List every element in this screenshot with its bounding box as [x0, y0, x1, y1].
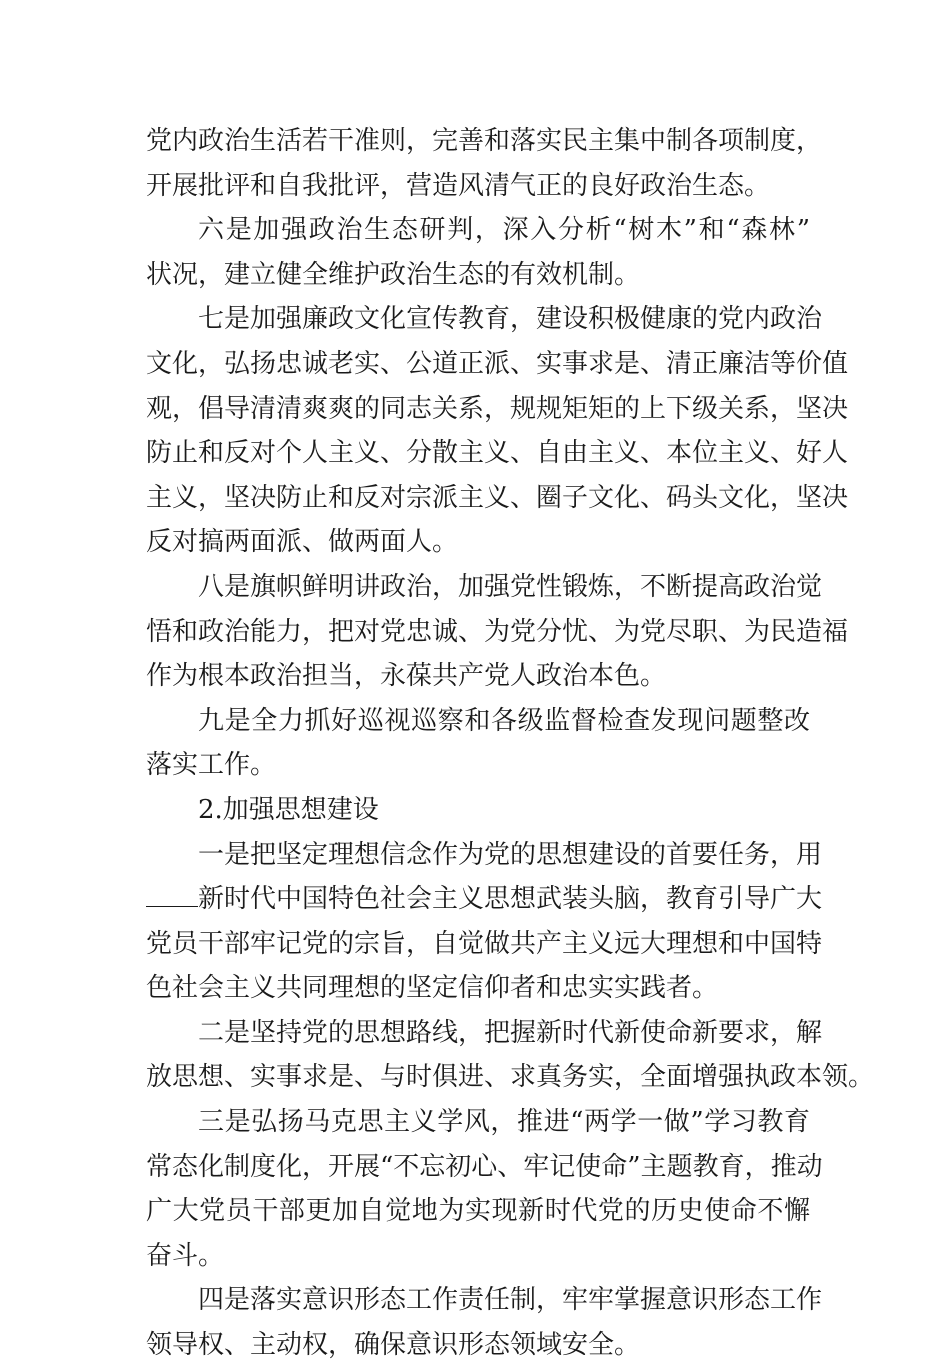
text-line-content: 四是落实意识形态工作责任制，牢牢掌握意识形态工作: [198, 1285, 823, 1316]
text-line: [146, 1278, 823, 1323]
text-line: [146, 1234, 810, 1279]
text-line-content: 落实工作。: [146, 750, 277, 781]
text-line: [146, 520, 810, 565]
text-line: [146, 966, 810, 1011]
text-line: [146, 431, 849, 476]
text-line-content: 六是加强政治生态研判，深入分析“树木”和“森林”: [198, 215, 810, 246]
text-line-content: 防止和反对个人主义、分散主义、自由主义、本位主义、好人: [146, 438, 849, 469]
text-line-content: 党内政治生活若干准则，完善和落实民主集中制各项制度，: [146, 126, 823, 156]
text-line-content: 文化，弘扬忠诚老实、公道正派、实事求是、清正廉洁等价值: [146, 348, 849, 379]
text-line-content: 反对搞两面派、做两面人。: [146, 527, 459, 558]
text-line: [146, 654, 810, 699]
text-line: [146, 476, 849, 521]
text-line: [146, 1189, 810, 1234]
text-line-content: 状况，建立健全维护政治生态的有效机制。: [146, 259, 641, 290]
text-line-content: 2.加强思想建设: [198, 794, 379, 825]
text-line-content: 二是坚持党的思想路线，把握新时代新使命新要求，解: [198, 1017, 823, 1048]
text-line: [146, 1145, 823, 1190]
text-line: [146, 565, 823, 610]
blank-underline: [146, 880, 198, 907]
text-line-content: 九是全力抓好巡视巡察和各级监督检查发现问题整改: [198, 705, 810, 736]
text-line-content: 开展批评和自我批评，营造风清气正的良好政治生态。: [146, 170, 771, 201]
text-line: [146, 253, 810, 298]
text-line: [146, 922, 823, 967]
text-line: [146, 1100, 810, 1145]
text-line: [146, 1055, 875, 1100]
text-line-content: 主义，坚决防止和反对宗派主义、圈子文化、码头文化，坚决: [146, 482, 849, 513]
text-line-content: 党员干部牢记党的宗旨，自觉做共产主义远大理想和中国特: [146, 928, 823, 959]
text-line: [146, 297, 823, 342]
text-line-content: 常态化制度化，开展“不忘初心、牢记使命”主题教育，推动: [146, 1151, 823, 1182]
text-line: [146, 610, 849, 655]
text-line-content: 放思想、实事求是、与时俱进、求真务实，全面增强执政本领。: [146, 1062, 875, 1093]
text-line: [146, 788, 810, 833]
text-line-content: 新时代中国特色社会主义思想武装头脑，教育引导广大: [198, 884, 823, 915]
text-line: [146, 699, 810, 744]
text-line: [146, 342, 849, 387]
text-line-content: 领导权、主动权，确保意识形态领域安全。: [146, 1330, 641, 1361]
text-line-content: 三是弘扬马克思主义学风，推进“两学一做”学习教育: [198, 1107, 810, 1138]
text-line: [146, 877, 823, 922]
text-line: [146, 387, 849, 432]
text-line-content: 八是旗帜鲜明讲政治，加强党性锻炼，不断提高政治觉: [198, 571, 823, 602]
text-line: [146, 1323, 810, 1368]
text-line-content: 作为根本政治担当，永葆共产党人政治本色。: [146, 661, 667, 692]
text-line: [146, 164, 810, 209]
text-line: [146, 208, 810, 253]
text-line: [146, 119, 823, 164]
document-body: [146, 119, 875, 1368]
text-line-content: 广大党员干部更加自觉地为实现新时代党的历史使命不懈: [146, 1196, 810, 1227]
text-line-content: 色社会主义共同理想的坚定信仰者和忠实实践者。: [146, 973, 719, 1004]
text-line-content: 一是把坚定理想信念作为党的思想建设的首要任务，用: [198, 839, 823, 870]
text-line-content: 七是加强廉政文化宣传教育，建设积极健康的党内政治: [198, 304, 823, 335]
text-line: [146, 743, 810, 788]
text-line-content: 观，倡导清清爽爽的同志关系，规规矩矩的上下级关系，坚决: [146, 393, 849, 424]
text-line: [146, 833, 823, 878]
text-line-content: 奋斗。: [146, 1240, 225, 1271]
text-line: [146, 1011, 823, 1056]
text-line-content: 悟和政治能力，把对党忠诚、为党分忧、为党尽职、为民造福: [146, 616, 849, 647]
